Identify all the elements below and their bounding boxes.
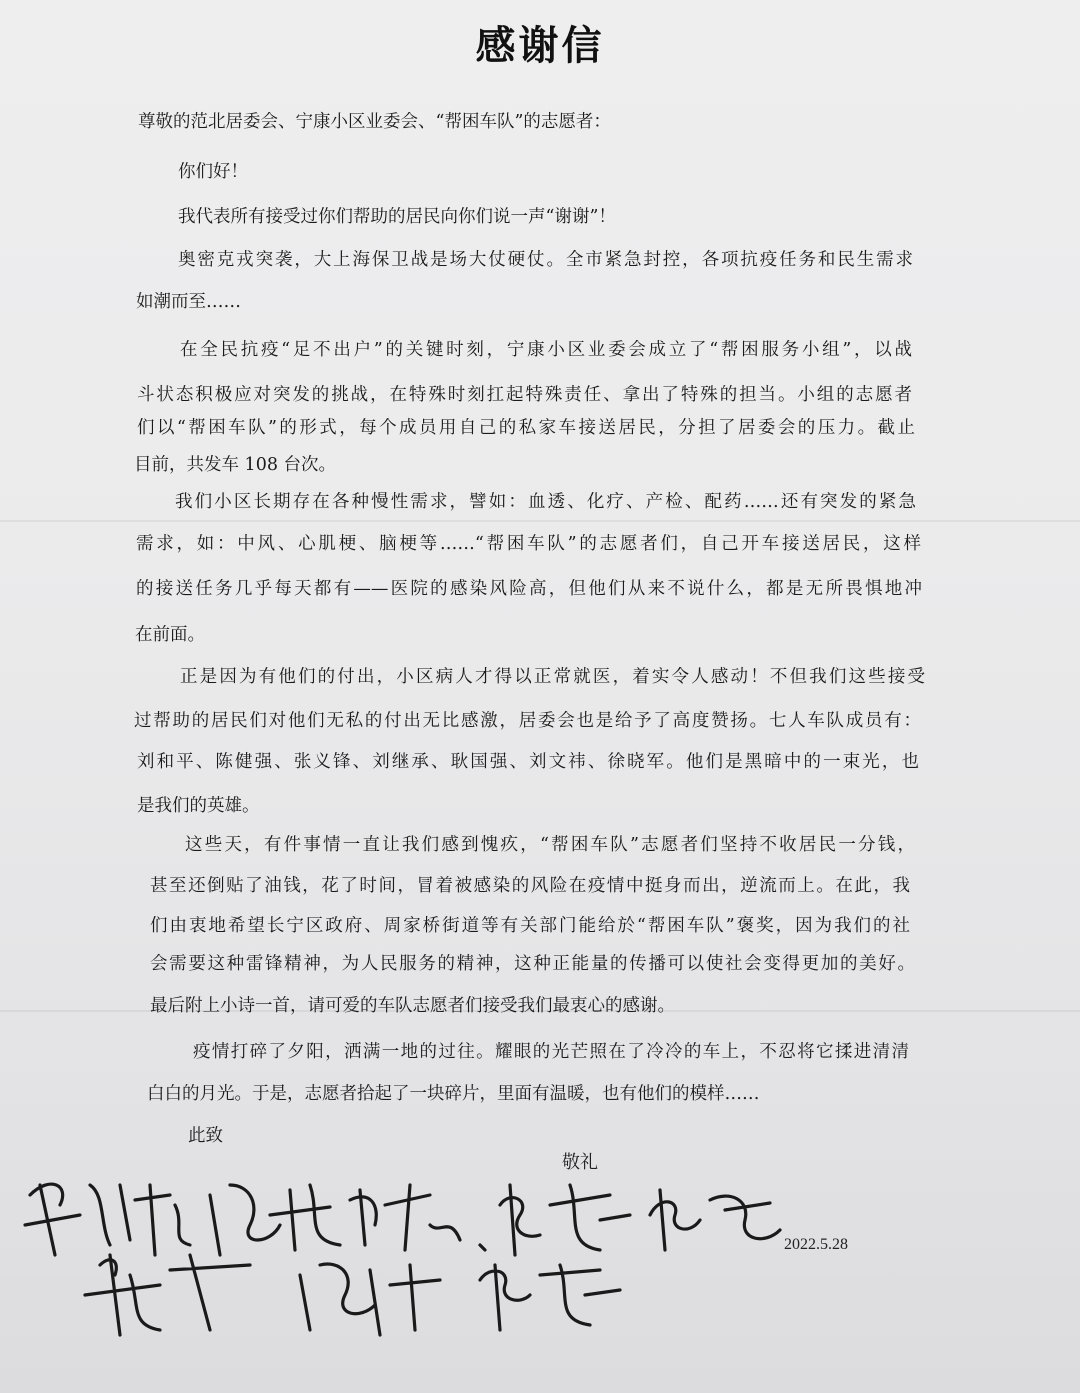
paper-fold-line: [0, 520, 1080, 522]
paragraph-line: 们由衷地希望长宁区政府、周家桥街道等有关部门能给於“帮困车队”褒奖，因为我们的社: [150, 916, 910, 936]
paragraph-line: 甚至还倒贴了油钱，花了时间，冒着被感染的风险在疫情中挺身而出，逆流而上。在此，我: [150, 876, 910, 896]
paragraph-line: 们以“帮困车队”的形式，每个成员用自己的私家车接送居民，分担了居委会的压力。截止: [137, 418, 915, 438]
paragraph-line: 我代表所有接受过你们帮助的居民向你们说一声“谢谢”！: [178, 207, 616, 227]
paragraph-line: 这些天，有件事情一直让我们感到愧疚，“帮困车队”志愿者们坚持不收居民一分钱，: [185, 835, 915, 855]
paragraph-line: 刘和平、陈健强、张义锋、刘继承、耿国强、刘文祎、徐晓军。他们是黑暗中的一束光，也: [137, 752, 919, 772]
paragraph-line: 最后附上小诗一首，请可爱的车队志愿者们接受我们最衷心的感谢。: [150, 996, 675, 1016]
paragraph-line: 如潮而至……: [136, 292, 241, 312]
letter-title: 感谢信: [475, 23, 605, 69]
paragraph-line: 在前面。: [135, 625, 205, 645]
salutation: 尊敬的范北居委会、宁康小区业委会、“帮困车队”的志愿者：: [138, 112, 611, 132]
paragraph-line: 奥密克戎突袭，大上海保卫战是场大仗硬仗。全市紧急封控，各项抗疫任务和民生需求: [178, 250, 913, 270]
signature-scribbles: [10, 1145, 810, 1345]
greeting: 你们好！: [178, 162, 248, 182]
paragraph-line: 需求，如：中风、心肌梗、脑梗等……“帮困车队”的志愿者们，自己开车接送居民，这样: [136, 534, 921, 554]
paragraph-line: 正是因为有他们的付出，小区病人才得以正常就医，着实令人感动！不但我们这些接受: [180, 667, 925, 687]
letter-date: 2022.5.28: [784, 1236, 848, 1253]
paragraph-line: 白白的月光。于是，志愿者拾起了一块碎片，里面有温暖，也有他们的模样……: [147, 1084, 760, 1104]
paragraph-line: 过帮助的居民们对他们无私的付出无比感激，居委会也是给予了高度赞扬。七人车队成员有：: [134, 711, 921, 731]
paragraph-line: 会需要这种雷锋精神，为人民服务的精神，这种正能量的传播可以使社会变得更加的美好。: [150, 954, 915, 974]
closing-phrase: 此致: [188, 1126, 223, 1146]
paragraph-line: 疫情打碎了夕阳，洒满一地的过往。耀眼的光芒照在了冷冷的车上，不忍将它揉进清清: [193, 1042, 909, 1062]
paragraph-line: 斗状态积极应对突发的挑战，在特殊时刻扛起特殊责任、拿出了特殊的担当。小组的志愿者: [137, 385, 912, 405]
paragraph-line: 我们小区长期存在各种慢性需求，譬如：血透、化疗、产检、配药……还有突发的紧急: [175, 492, 916, 512]
closing-salute: 敬礼: [562, 1152, 598, 1173]
paragraph-line: 在全民抗疫“足不出户”的关键时刻，宁康小区业委会成立了“帮困服务小组”，以战: [180, 340, 912, 360]
paragraph-line: 目前，共发车 108 台次。: [134, 455, 337, 475]
paragraph-line: 的接送任务几乎每天都有——医院的感染风险高，但他们从来不说什么，都是无所畏惧地冲: [136, 579, 922, 599]
handwritten-signatures: [10, 1145, 810, 1345]
paragraph-line: 是我们的英雄。: [137, 796, 260, 816]
